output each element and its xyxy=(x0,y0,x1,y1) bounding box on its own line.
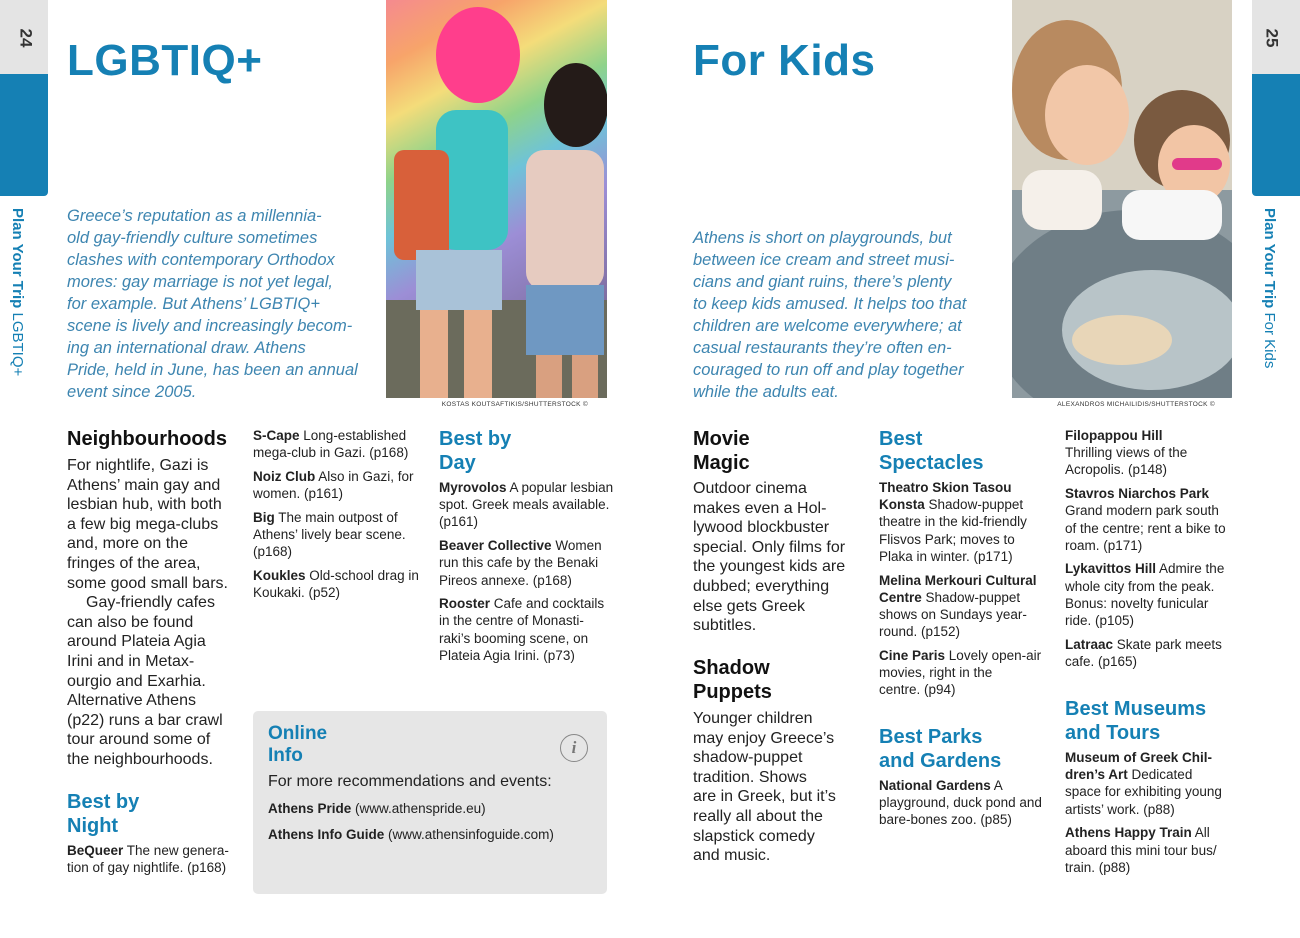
entry-text: (p161) xyxy=(439,514,479,530)
online-info-heading xyxy=(268,723,327,767)
entry-text: centre. (p94) xyxy=(879,682,956,698)
best-by-night-heading xyxy=(67,790,139,838)
shadow-puppets-text xyxy=(693,709,868,866)
best-by-day-list xyxy=(439,479,614,671)
page-number: 24 xyxy=(16,28,36,48)
text-line: and, more on the xyxy=(67,535,188,553)
text-line: lesbian hub, with both xyxy=(67,496,222,514)
intro-line: cians and giant ruins, there’s plenty xyxy=(693,273,952,291)
entry-text: of the centre; rent a bike to xyxy=(1065,520,1226,536)
text-line: Outdoor cinema xyxy=(693,480,807,497)
intro-line: clashes with contemporary Orthodox xyxy=(67,251,335,269)
entry-text: A popular lesbian xyxy=(509,480,614,495)
side-label-section: Plan Your Trip xyxy=(9,208,26,309)
best-parks-heading xyxy=(879,725,1001,773)
side-label xyxy=(1261,208,1278,368)
entry-text: round. (p152) xyxy=(879,624,961,640)
entry-text: Also in Gazi, for xyxy=(318,468,414,484)
pride-photo xyxy=(386,0,607,398)
text-line: the neighbourhoods. xyxy=(67,750,213,768)
heading-line: Info xyxy=(268,745,303,766)
intro-line: mores: gay marriage is not yet legal, xyxy=(67,273,333,291)
movie-magic-text xyxy=(693,479,868,636)
entry-text: Plateia Agia Irini. (p73) xyxy=(439,647,575,663)
entry-text: Koukaki. (p52) xyxy=(253,585,341,601)
entry-text: in the centre of Monasti- xyxy=(439,613,584,629)
list-item xyxy=(1065,636,1245,670)
online-info-intro: For more recommendations and events: xyxy=(268,773,552,790)
list-item xyxy=(253,509,433,561)
intro-line: casual restaurants they’re often en- xyxy=(693,339,952,357)
section-tab xyxy=(1252,74,1300,196)
entry-text: ride. (p105) xyxy=(1065,613,1135,629)
intro-line: Greece’s reputation as a millennia- xyxy=(67,207,322,225)
best-spectacles-list xyxy=(879,479,1057,705)
list-item xyxy=(879,572,1057,641)
entry-text: shows on Sundays year- xyxy=(879,606,1027,622)
entry-text: Plaka in winter. (p171) xyxy=(879,548,1013,564)
entry-text: Flisvos Park; moves to xyxy=(879,531,1015,547)
entry-text: aboard this mini tour bus/ xyxy=(1065,842,1217,858)
side-label-topic: LGBTIQ+ xyxy=(9,312,26,377)
text-line: may enjoy Greece’s xyxy=(693,729,835,747)
entry-text: Athens’ lively bear scene. xyxy=(253,527,406,543)
entry-text: Women xyxy=(555,538,602,554)
entry-text: tion of gay nightlife. (p168) xyxy=(67,860,227,876)
entry-name: BeQueer xyxy=(67,843,124,858)
entry-text: The new genera- xyxy=(126,843,229,858)
text-line: makes even a Hol- xyxy=(693,499,827,517)
heading-line: Shadow xyxy=(693,657,770,679)
text-line: Younger children xyxy=(693,710,813,727)
side-label-topic: For Kids xyxy=(1261,312,1278,369)
intro-line: event since 2005. xyxy=(67,383,197,401)
intro-line: couraged to run off and play together xyxy=(693,361,964,379)
text-line: special. Only films for xyxy=(693,538,846,556)
entry-text: Dedicated xyxy=(1131,767,1193,783)
entry-text: Thrilling views of the xyxy=(1065,445,1188,461)
text-line: subtitles. xyxy=(693,617,757,635)
entry-name: Lykavittos Hill xyxy=(1065,561,1157,577)
list-item xyxy=(439,479,614,531)
link-item[interactable] xyxy=(268,827,554,842)
best-museums-heading xyxy=(1065,697,1206,745)
intro-paragraph xyxy=(67,205,377,403)
photo-credit: ALEXANDROS MICHAILIDIS/SHUTTERSTOCK © xyxy=(1057,401,1215,408)
text-line: Gay-friendly cafes xyxy=(86,594,215,612)
entry-name: Beaver Collective xyxy=(439,538,552,554)
text-line: (p22) runs a bar crawl xyxy=(67,711,223,729)
entry-text: spot. Greek meals available. xyxy=(439,497,610,513)
heading-line: Best Parks xyxy=(879,726,983,748)
kids-photo xyxy=(1012,0,1232,398)
entry-name: S-Cape xyxy=(253,428,300,443)
entry-name: Athens Happy Train xyxy=(1065,825,1192,841)
text-line: are in Greek, but it’s xyxy=(693,788,836,806)
entry-name: Latraac xyxy=(1065,636,1114,652)
link-url[interactable]: (www.athensinfoguide.com) xyxy=(388,827,554,842)
intro-line: to keep kids amused. It helps too that xyxy=(693,295,967,313)
text-line: really all about the xyxy=(693,807,823,825)
list-item xyxy=(439,595,614,664)
entry-text: roam. (p171) xyxy=(1065,537,1143,553)
text-line: dubbed; everything xyxy=(693,577,830,595)
text-line: Alternative Athens xyxy=(67,692,196,710)
text-line: ourgio and Exarhia. xyxy=(67,672,206,690)
heading-line: Magic xyxy=(693,452,750,474)
section-tab xyxy=(0,74,48,196)
side-label xyxy=(9,208,26,376)
text-line: Irini and in Metax- xyxy=(67,652,195,670)
neighbourhoods-heading: Neighbourhoods xyxy=(67,428,227,450)
entry-text: (p168) xyxy=(253,544,293,560)
entry-name: National Gardens xyxy=(879,778,991,793)
entry-text: Old-school drag in xyxy=(309,567,419,583)
text-line: can also be found xyxy=(67,613,194,631)
text-line: tradition. Shows xyxy=(693,768,807,786)
online-info-box xyxy=(253,711,607,894)
entry-text: Admire the xyxy=(1159,561,1225,577)
list-item xyxy=(1065,824,1245,876)
entry-name: Museum of Greek Chil-dren’s Art xyxy=(1065,750,1213,783)
list-item xyxy=(879,777,1057,829)
entry-name: Stavros Niarchos Park xyxy=(1065,486,1210,502)
entry-name: Rooster xyxy=(439,596,491,612)
intro-line: while the adults eat. xyxy=(693,383,839,401)
intro-paragraph xyxy=(693,227,993,403)
text-line: fringes of the area, xyxy=(67,554,201,572)
info-icon: i xyxy=(560,734,588,762)
night-venues-list xyxy=(253,427,433,608)
entry-text: train. (p88) xyxy=(1065,859,1131,875)
intro-line: for example. But Athens’ LGBTIQ+ xyxy=(67,295,320,313)
heading-line: Day xyxy=(439,452,476,474)
entry-text: All xyxy=(1194,825,1210,841)
intro-line: children are welcome everywhere; at xyxy=(693,317,962,335)
heading-line: and Tours xyxy=(1065,722,1161,744)
heading-line: Movie xyxy=(693,428,750,450)
link-name: Athens Info Guide xyxy=(268,827,385,842)
list-item xyxy=(1065,560,1245,629)
entry-text: Shadow-puppet xyxy=(925,589,1021,605)
list-item xyxy=(67,842,247,876)
page-title: LGBTIQ+ xyxy=(67,36,263,85)
list-item xyxy=(1065,749,1245,818)
list-item xyxy=(253,468,433,502)
photo-credit: KOSTAS KOUTSAFTIKIS/SHUTTERSTOCK © xyxy=(441,401,588,408)
movie-magic-heading xyxy=(693,427,750,475)
entry-text: Lovely open-air xyxy=(948,647,1042,663)
entry-text: bare-bones zoo. (p85) xyxy=(879,812,1012,828)
entry-text: space for exhibiting young xyxy=(1065,784,1222,800)
entry-text: Bonus: novelty funicular xyxy=(1065,595,1209,611)
entry-text: Acropolis. (p148) xyxy=(1065,462,1168,478)
entry-name: Myrovolos xyxy=(439,480,507,495)
list-item xyxy=(1065,427,1245,479)
heading-line: Online xyxy=(268,723,328,744)
heading-line: Best Museums xyxy=(1065,698,1207,720)
list-item xyxy=(879,479,1057,565)
entry-text: artists’ work. (p88) xyxy=(1065,801,1175,817)
intro-line: Pride, held in June, has been an annual xyxy=(67,361,358,379)
text-line: Athens’ main gay and xyxy=(67,476,221,494)
entry-text: Skate park meets xyxy=(1116,636,1222,652)
heading-line: Spectacles xyxy=(879,452,984,474)
side-label-section: Plan Your Trip xyxy=(1261,208,1278,309)
parks-list-continued xyxy=(1065,427,1245,677)
heading-line: Puppets xyxy=(693,681,772,703)
text-line: tour around some of xyxy=(67,731,211,749)
entry-text: raki’s booming scene, on xyxy=(439,630,589,646)
neighbourhoods-text xyxy=(67,456,242,770)
intro-line: scene is lively and increasingly becom- xyxy=(67,317,353,335)
entry-name: Filopappou Hill xyxy=(1065,428,1163,443)
text-line: shadow-puppet xyxy=(693,749,803,767)
best-parks-list xyxy=(879,777,1057,835)
intro-line: ing an international draw. Athens xyxy=(67,339,306,357)
entry-text: playground, duck pond and xyxy=(879,795,1042,811)
list-item xyxy=(1065,485,1245,554)
link-item[interactable] xyxy=(268,801,486,816)
list-item xyxy=(253,427,433,461)
entry-name: Noiz Club xyxy=(253,468,316,484)
entry-name: Big xyxy=(253,509,275,525)
list-item xyxy=(439,537,614,589)
page-number: 25 xyxy=(1262,28,1282,48)
best-by-night-list xyxy=(67,842,247,883)
text-line: some good small bars. xyxy=(67,574,228,592)
entry-name: Melina Merkouri Cultural Centre xyxy=(879,572,1037,605)
list-item xyxy=(879,647,1057,699)
shadow-puppets-heading xyxy=(693,656,772,704)
entry-text: Grand modern park south xyxy=(1065,503,1219,519)
intro-line: between ice cream and street musi- xyxy=(693,251,955,269)
entry-text: movies, right in the xyxy=(879,665,993,681)
text-line: and music. xyxy=(693,847,771,865)
entry-text: Pireos annexe. (p168) xyxy=(439,572,572,588)
text-line: around Plateia Agia xyxy=(67,633,206,651)
entry-text: Shadow-puppet xyxy=(928,497,1024,513)
best-by-day-heading xyxy=(439,427,511,475)
text-line: else gets Greek xyxy=(693,597,806,615)
entry-name: Koukles xyxy=(253,567,306,583)
entry-text: run this cafe by the Benaki xyxy=(439,555,599,571)
entry-text: Long-established xyxy=(303,428,407,443)
link-url[interactable]: (www.athenspride.eu) xyxy=(355,801,486,816)
best-museums-list xyxy=(1065,749,1245,882)
intro-line: old gay-friendly culture sometimes xyxy=(67,229,318,247)
best-spectacles-heading xyxy=(879,427,984,475)
heading-line: Best by xyxy=(67,791,140,813)
entry-text: women. (p161) xyxy=(253,486,344,502)
heading-line: Best xyxy=(879,428,923,450)
heading-line: Night xyxy=(67,815,119,837)
entry-text: mega-club in Gazi. (p168) xyxy=(253,445,409,461)
text-line: the youngest kids are xyxy=(693,558,846,576)
entry-text: A xyxy=(993,778,1003,793)
entry-name: Cine Paris xyxy=(879,647,946,663)
intro-line: Athens is short on playgrounds, but xyxy=(693,229,952,247)
text-line: slapstick comedy xyxy=(693,827,815,845)
entry-name: Theatro Skion Tasou Konsta xyxy=(879,480,1012,513)
page-title: For Kids xyxy=(693,36,876,85)
entry-text: The main outpost of xyxy=(278,509,398,525)
text-line: a few big mega-clubs xyxy=(67,515,219,533)
entry-text: Cafe and cocktails xyxy=(493,596,605,612)
text-line: For nightlife, Gazi is xyxy=(67,457,209,474)
link-name: Athens Pride xyxy=(268,801,352,816)
text-line: lywood blockbuster xyxy=(693,519,830,537)
entry-text: whole city from the peak. xyxy=(1065,578,1215,594)
heading-line: and Gardens xyxy=(879,750,1002,772)
list-item xyxy=(253,567,433,601)
heading-line: Best by xyxy=(439,428,512,450)
entry-text: cafe. (p165) xyxy=(1065,653,1138,669)
entry-text: theatre in the kid-friendly xyxy=(879,514,1027,530)
